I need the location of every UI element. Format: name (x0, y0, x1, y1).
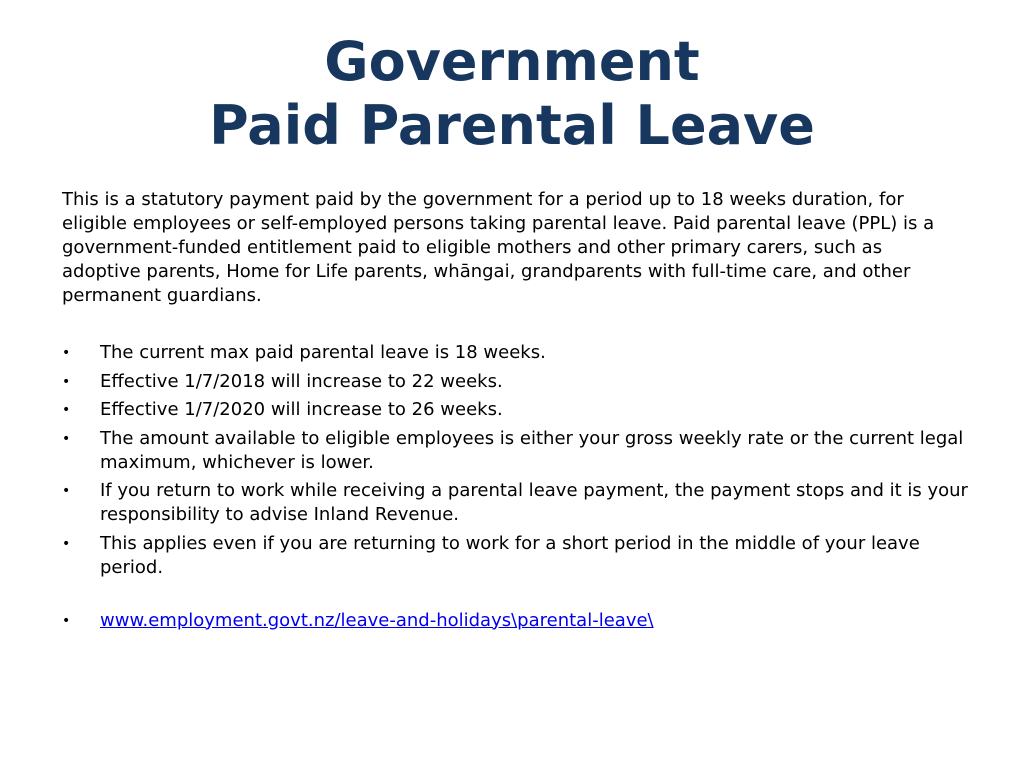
list-item (62, 370, 972, 394)
bullet-icon: • (62, 535, 71, 552)
list-item (62, 427, 972, 475)
bullet-icon: • (62, 345, 71, 361)
bullet-icon: • (62, 402, 71, 418)
bullet-icon: • (62, 430, 71, 447)
list-item-link (62, 609, 972, 633)
bullet-icon: • (62, 612, 71, 629)
employment-link[interactable]: www.employment.govt.nz/leave-and-holidays\parental-leave\ (100, 609, 654, 631)
list-item (62, 532, 972, 580)
slide-title (0, 30, 1024, 158)
list-item (62, 479, 972, 527)
bullet-text: Effective 1/7/2018 will increase to 22 weeks. (100, 370, 503, 392)
bullet-text: Effective 1/7/2020 will increase to 26 weeks. (100, 399, 503, 420)
bullet-icon: • (62, 373, 71, 390)
title-line-2: Paid Parental Leave (209, 94, 815, 157)
intro-paragraph: This is a statutory payment paid by the government for a period up to 18 weeks duration, for eligible employees or self-employed persons taking parental leave. Paid parental leave (PPL) is a government-funded entitlement paid to eligible mothers and other primary carers, such as adoptive parents, Home for Life parents, whāngai, grandparents with full-time care, and other permanent guardians. (62, 189, 935, 306)
bullet-text: The amount available to eligible employees is either your gross weekly rate or the current legal maximum, whichever is lower. (100, 427, 964, 473)
list-item (62, 398, 972, 422)
title-line-1: Government (324, 30, 700, 93)
bullet-text: If you return to work while receiving a parental leave payment, the payment stops and it is your responsibility to advise Inland Revenue. (100, 480, 968, 525)
bullet-text: This applies even if you are returning to work for a short period in the middle of your leave period. (100, 532, 920, 578)
list-item (62, 341, 972, 365)
bullet-icon: • (62, 483, 71, 499)
bullet-list (62, 341, 972, 637)
bullet-text: The current max paid parental leave is 18 weeks. (100, 342, 546, 363)
